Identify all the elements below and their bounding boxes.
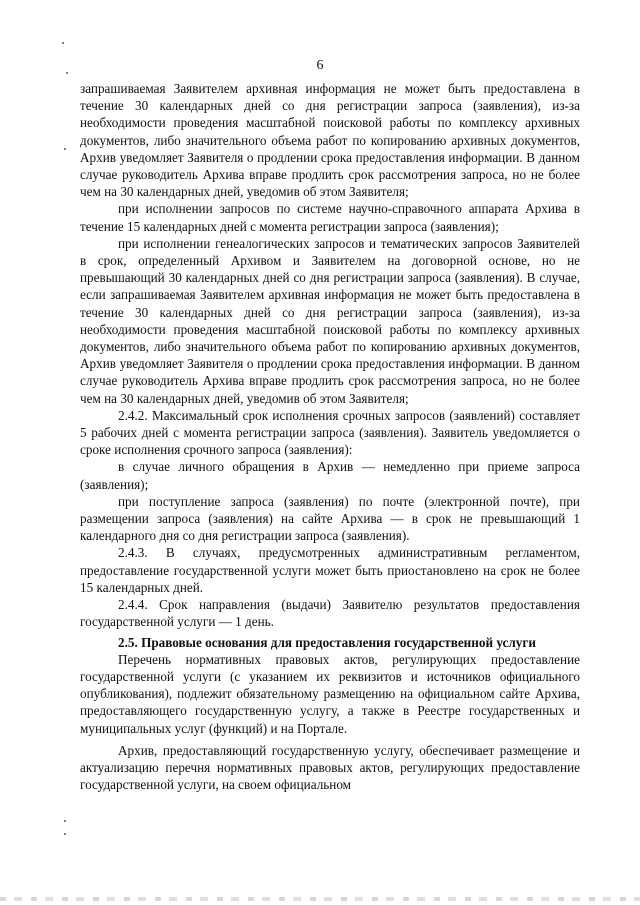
section-heading-2-5: 2.5. Правовые основания для предоставления государственной услуги — [118, 634, 536, 650]
scan-speck — [66, 72, 68, 74]
scan-speck — [62, 42, 64, 44]
paragraph-nsa-requests: при исполнении запросов по системе научно-справочного аппарата Архива в течение 15 календарных дней с момента регистрации запроса (заявления); — [80, 201, 580, 234]
scan-speck — [64, 833, 66, 835]
page-number: 6 — [316, 58, 324, 73]
scan-speck — [64, 820, 66, 822]
paragraph-personal-visit: в случае личного обращения в Архив — немедленно при приеме запроса (заявления); — [80, 459, 580, 492]
scan-speck — [64, 148, 66, 150]
paragraph-2-4-4: 2.4.4. Срок направления (выдачи) Заявителю результатов предоставления государственной услуги — 1 день. — [80, 597, 580, 630]
paragraph-2-4-3: 2.4.3. В случаях, предусмотренных административным регламентом, предоставление государственной услуги может быть приостановлено на срок не более 15 календарных дней. — [80, 545, 580, 595]
paragraph-mail-request: при поступление запроса (заявления) по почте (электронной почте), при размещении запроса (заявления) на сайте Архива — в срок не превышающий 1 календарного дня со дня регистрации запроса (заявления). — [80, 493, 580, 544]
paragraph-continuation: запрашиваемая Заявителем архивная информация не может быть предоставлена в течение 30 календарных дней со дня регистрации запроса (заявления), из-за необходимости проведения масштабной поисковой работы по комплексу архивных документов, либо значительного объема работ по копированию архивных документов, Архив уведомляет Заявителя о продлении срока предоставления информации. В данном случае руководитель Архива вправе продлить срок рассмотрения запроса, но не более чем на 30 календарных дней, уведомив об этом Заявителя; — [80, 81, 580, 200]
document-body — [80, 80, 580, 793]
scan-bottom-edge — [0, 897, 640, 901]
paragraph-archive-publication: Архив, предоставляющий государственную услугу, обеспечивает размещение и актуализацию перечня нормативных правовых актов, регулирующих предоставление государственной услуги, на своем официальном — [80, 742, 580, 793]
paragraph-2-4-2: 2.4.2. Максимальный срок исполнения срочных запросов (заявлений) составляет 5 рабочих дней с момента регистрации запроса (заявления). Заявитель уведомляется о сроке исполнения срочного запроса (заявления): — [80, 407, 580, 458]
paragraph-genealogical-requests: при исполнении генеалогических запросов и тематических запросов Заявителей в срок, определенный Архивом и Заявителем на договорной основе, но не превышающий 30 календарных дней со дня регистрации запроса (заявления). В случае, если запрашиваемая Заявителем архивная информация не может быть предоставлена в течение 30 календарных дней со дня регистрации запроса (заявления), из-за необходимости проведения масштабной поисковой работы по комплексу архивных документов, либо значительного объема работ по копированию архивных документов, Архив уведомляет Заявителя о продлении срока предоставления информации. В данном случае руководитель Архива вправе продлить срок рассмотрения запроса, но не более чем на 30 календарных дней, уведомив об этом Заявителя; — [80, 235, 580, 406]
paragraph-legal-acts-list: Перечень нормативных правовых актов, регулирующих предоставление государственной услуги (с указанием их реквизитов и источников официального опубликования), подлежит обязательному размещению на официальном сайте Архива, предоставляющего государственную услугу, а также в Реестре государственных и муниципальных услуг (функций) и на Портале. — [80, 651, 580, 736]
